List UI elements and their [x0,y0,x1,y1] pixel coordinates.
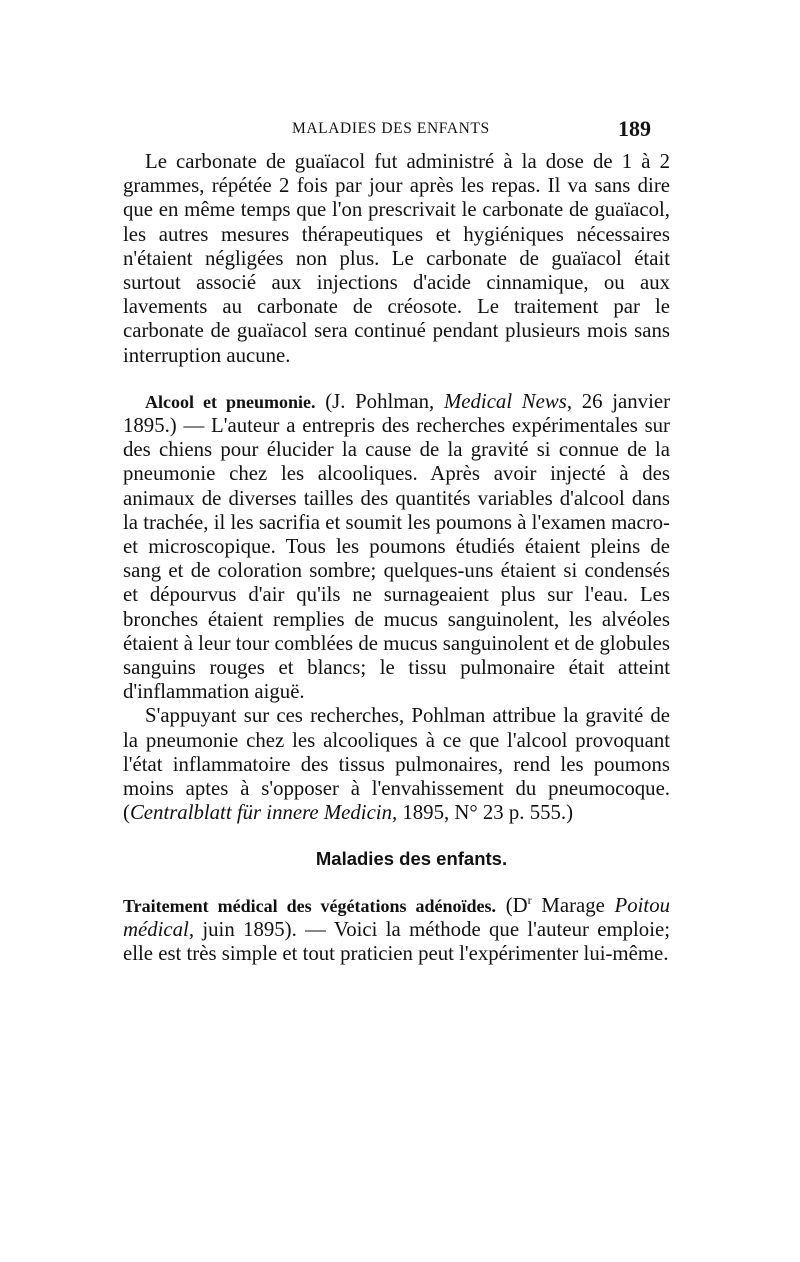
citation-open: ( [123,801,130,825]
spacer [123,872,670,894]
article-title-alcool: Alcool et pneumonie. [145,391,316,412]
citation-journal: Medical News [443,389,567,413]
article-title-vegetations: Traitement médical des végétations adénoïdes. [123,895,497,916]
page-number: 189 [618,116,651,141]
spacer [123,825,670,847]
citation-reference: 1895, N° 23 p. 555.) [397,801,574,825]
paragraph-vegetations [123,894,670,967]
citation-date: , 26 janvier 1895.) [123,389,671,438]
paragraph-pohlman [123,704,670,825]
citation-author-prefix: (D [496,893,528,917]
paragraph-alcool-pneumonie [123,390,670,705]
citation-author-name: Marage [531,893,615,917]
citation-author-sup: r [527,892,532,907]
citation-journal: Poitou médical, [123,893,671,941]
section-title: Maladies des enfants. [315,848,508,870]
paragraph-text: — L'auteur a entrepris des recherches expérimentales sur des chiens pour élucider la cause de la gravité si connue de la pneumonie chez les alcooliques. Après avoir injecté à des animaux de diverses tailles des quantités variables d'alcool dans la trachée, il les sacrifia et soumit les poumons à l'examen macro- et microscopique. Tous les poumons étudiés étaient pleins de sang et de coloration sombre; quelques-uns étaient si condensés et dépourvus d'air qu'ils ne surnageaient plus sur l'eau. Les bronches étaient remplies de mucus sanguinolent, les alvéoles étaient à leur tour comblées de mucus sanguinolent et de globules sanguins rouges et blancs; le tissu pulmonaire était atteint d'inflammation aiguë. [123,414,670,704]
paragraph-guaiacol: Le carbonate de guaïacol fut administré à la dose de 1 à 2 grammes, répétée 2 fois par jour après les repas. Il va sans dire que en même temps que l'on prescrivait le carbonate de guaïacol, les autres mesures thérapeutiques et hygiéniques nécessaires n'étaient négligées non plus. Le carbonate de guaïacol était surtout associé aux injections d'acide cinnamique, ou aux lavements au carbonate de créosote. Le traitement par le carbonate de guaïacol sera continué pendant plusieurs mois sans interruption aucune. [123,150,670,367]
body-text [123,150,670,966]
paragraph-text: S'appuyant sur ces recherches, Pohlman attribue la gravité de la pneumonie chez les alcooliques à ce que l'alcool provoquant l'état inflammatoire des tissus pulmonaires, rend les poumons moins aptes à s'opposer à l'envahissement du pneumocoque. [123,704,670,801]
paragraph-text: juin 1895). — Voici la méthode que l'auteur emploie; elle est très simple et tout praticien peut l'expérimenter lui-même. [123,917,670,966]
page-header [0,116,800,146]
running-head: MALADIES DES ENFANTS [292,120,490,137]
citation-author: (J. Pohlman, [315,389,444,413]
spacer [123,368,670,390]
citation-journal: Centralblatt für innere Medicin, [129,801,398,825]
